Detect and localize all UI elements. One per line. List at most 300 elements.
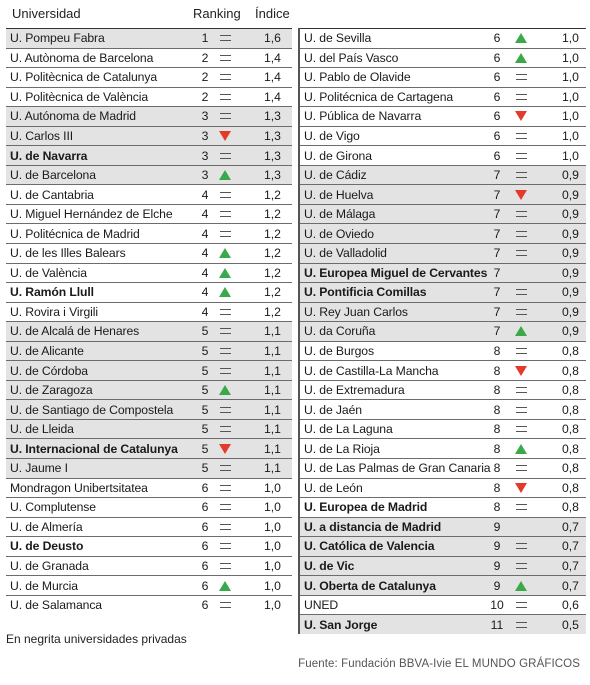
index-value: 0,7: [562, 539, 579, 554]
equal-icon: [218, 423, 232, 435]
university-name: U. de Almería: [10, 519, 83, 534]
down-arrow-icon: [514, 189, 528, 201]
equal-icon: [514, 286, 528, 298]
up-arrow-icon: [514, 32, 528, 44]
university-name: U. Pompeu Fabra: [10, 31, 105, 46]
university-name: U. Rey Juan Carlos: [304, 304, 408, 319]
up-arrow-icon: [218, 580, 232, 592]
table-row: [6, 497, 292, 517]
table-row: [300, 282, 586, 302]
ranking-value: 10: [490, 598, 504, 613]
index-value: 0,8: [562, 500, 579, 515]
ranking-value: 2: [201, 70, 209, 85]
equal-icon: [218, 189, 232, 201]
table-row: [300, 67, 586, 87]
index-value: 1,0: [264, 598, 281, 613]
university-name: U. de Girona: [304, 148, 372, 163]
table-row: [300, 419, 586, 439]
table-row: [300, 302, 586, 322]
equal-icon: [514, 462, 528, 474]
university-name: U. da Coruña: [304, 324, 376, 339]
table-row: [300, 263, 586, 283]
equal-icon: [218, 208, 232, 220]
equal-icon: [514, 540, 528, 552]
table-row: [300, 204, 586, 224]
ranking-value: 8: [493, 500, 501, 515]
table-row: [300, 165, 586, 185]
index-value: 1,0: [562, 70, 579, 85]
ranking-value: 7: [493, 324, 501, 339]
university-name: U. de Vic: [304, 559, 355, 574]
ranking-value: 5: [201, 363, 209, 378]
university-name: U. Ramón Llull: [10, 285, 94, 300]
equal-icon: [514, 501, 528, 513]
table-row: [6, 478, 292, 498]
university-name: U. Jaume I: [10, 461, 68, 476]
ranking-value: 6: [201, 519, 209, 534]
table-row: [300, 126, 586, 146]
ranking-value: 7: [493, 246, 501, 261]
table-row: [300, 360, 586, 380]
ranking-value: 4: [201, 187, 209, 202]
table-row: [300, 28, 586, 48]
table-row: [6, 28, 292, 48]
ranking-value: 5: [201, 344, 209, 359]
table-row: [6, 106, 292, 126]
table-row: [6, 243, 292, 263]
university-name: U. Católica de Valencia: [304, 539, 435, 554]
table-row: [300, 458, 586, 478]
university-name: U. Pablo de Olavide: [304, 70, 411, 85]
equal-icon: [218, 599, 232, 611]
index-value: 1,0: [264, 559, 281, 574]
ranking-value: 4: [201, 226, 209, 241]
index-value: 1,0: [562, 50, 579, 65]
ranking-value: 7: [493, 187, 501, 202]
equal-icon: [514, 247, 528, 259]
university-name: U. de Valladolid: [304, 246, 387, 261]
ranking-value: 2: [201, 50, 209, 65]
ranking-value: 5: [201, 324, 209, 339]
university-name: U. Pontificia Comillas: [304, 285, 427, 300]
index-value: 0,9: [562, 168, 579, 183]
equal-icon: [218, 110, 232, 122]
table-row: [6, 48, 292, 68]
index-value: 1,1: [264, 324, 281, 339]
index-value: 1,0: [562, 89, 579, 104]
up-arrow-icon: [514, 325, 528, 337]
university-name: U. de Granada: [10, 559, 89, 574]
table-row: [300, 438, 586, 458]
index-value: 1,1: [264, 422, 281, 437]
down-arrow-icon: [218, 443, 232, 455]
index-value: 1,0: [562, 148, 579, 163]
ranking-value: 8: [493, 422, 501, 437]
ranking-value: 3: [201, 109, 209, 124]
table-row: [300, 87, 586, 107]
table-row: [6, 302, 292, 322]
table-row: [300, 517, 586, 537]
university-name: U. de Alicante: [10, 344, 84, 359]
ranking-value: 3: [201, 129, 209, 143]
equal-icon: [514, 208, 528, 220]
ranking-value: 11: [490, 617, 504, 632]
table-row: [300, 536, 586, 556]
university-name: U. Pública de Navarra: [304, 109, 422, 124]
table-row: [300, 614, 586, 634]
ranking-value: 4: [201, 207, 209, 222]
table-row: [300, 184, 586, 204]
up-arrow-icon: [218, 169, 232, 181]
index-value: 1,2: [264, 246, 281, 261]
equal-icon: [514, 150, 528, 162]
university-name: U. Autònoma de Barcelona: [10, 50, 154, 65]
index-value: 0,8: [562, 383, 579, 398]
table-row: [6, 263, 292, 283]
table-row: [6, 360, 292, 380]
table-row: [300, 556, 586, 576]
equal-icon: [514, 384, 528, 396]
table-row: [6, 517, 292, 537]
index-value: 1,2: [264, 207, 281, 222]
table-row: [6, 165, 292, 185]
index-value: 1,0: [264, 578, 281, 593]
table-row: [6, 399, 292, 419]
ranking-value: 7: [493, 265, 501, 280]
index-value: 0,8: [562, 402, 579, 417]
index-value: 0,9: [562, 304, 579, 319]
university-name: U. de Salamanca: [10, 598, 102, 613]
table-row: [6, 321, 292, 341]
ranking-value: 6: [493, 129, 501, 143]
university-name: U. de València: [10, 265, 87, 280]
university-name: U. de Navarra: [10, 148, 88, 163]
equal-icon: [514, 228, 528, 240]
index-value: 1,0: [264, 539, 281, 554]
university-name: U. de Huelva: [304, 187, 374, 202]
table-row: [6, 87, 292, 107]
university-name: Mondragon Unibertsitatea: [10, 480, 148, 495]
table-row: [300, 380, 586, 400]
index-value: 0,6: [562, 598, 579, 613]
university-name: U. Politécnica de Madrid: [10, 226, 140, 241]
up-arrow-icon: [514, 443, 528, 455]
university-name: U. de Cantabria: [10, 187, 94, 202]
ranking-value: 7: [493, 207, 501, 222]
footnote: En negrita universidades privadas: [6, 632, 187, 646]
table-row: [6, 575, 292, 595]
ranking-value: 7: [493, 168, 501, 183]
index-value: 0,7: [562, 519, 579, 534]
university-name: U. Oberta de Catalunya: [304, 578, 436, 593]
ranking-value: 4: [201, 246, 209, 261]
ranking-value: 3: [201, 148, 209, 163]
university-name: U. Europea Miguel de Cervantes: [304, 265, 488, 280]
index-value: 1,0: [264, 500, 281, 515]
university-name: U. Politècnica de Catalunya: [10, 70, 158, 85]
source-credit: Fuente: Fundación BBVA-Ivie EL MUNDO GRÁFICOS: [298, 658, 580, 670]
equal-icon: [514, 560, 528, 572]
university-name: U. Autónoma de Madrid: [10, 109, 136, 124]
index-value: 0,7: [562, 559, 579, 574]
table-row: [6, 204, 292, 224]
down-arrow-icon: [514, 482, 528, 494]
up-arrow-icon: [218, 286, 232, 298]
index-value: 0,8: [562, 441, 579, 456]
table-row: [300, 497, 586, 517]
equal-icon: [218, 91, 232, 103]
up-arrow-icon: [514, 52, 528, 64]
university-name: U. de Córdoba: [10, 363, 88, 378]
index-value: 0,8: [562, 461, 579, 476]
university-name: U. de La Laguna: [304, 422, 393, 437]
university-name: U. de Málaga: [304, 207, 376, 222]
equal-icon: [218, 150, 232, 162]
ranking-value: 6: [493, 31, 501, 46]
university-name: U. Europea de Madrid: [304, 500, 428, 515]
table-row: [6, 556, 292, 576]
equal-icon: [514, 619, 528, 631]
university-name: U. Politécnica de Cartagena: [304, 89, 454, 104]
table-row: [6, 67, 292, 87]
ranking-value: 6: [201, 578, 209, 593]
index-value: 0,9: [562, 226, 579, 241]
index-value: 1,3: [264, 129, 281, 143]
university-name: U. a distancia de Madrid: [304, 519, 442, 534]
table-row: [6, 145, 292, 165]
ranking-value: 7: [493, 285, 501, 300]
ranking-value: 6: [201, 539, 209, 554]
equal-icon: [514, 599, 528, 611]
ranking-value: 9: [493, 578, 501, 593]
equal-icon: [514, 404, 528, 416]
university-name: U. de Barcelona: [10, 168, 96, 183]
table-row: [300, 595, 586, 615]
index-value: 1,2: [264, 187, 281, 202]
university-name: U. Internacional de Catalunya: [10, 441, 178, 456]
table-row: [6, 595, 292, 615]
table-row: [300, 321, 586, 341]
index-value: 1,4: [264, 50, 281, 65]
index-value: 0,5: [562, 617, 579, 632]
ranking-value: 9: [493, 559, 501, 574]
university-name: U. de La Rioja: [304, 441, 380, 456]
table-row: [300, 243, 586, 263]
university-name: U. de Burgos: [304, 344, 374, 359]
ranking-value: 6: [493, 109, 501, 124]
equal-icon: [514, 71, 528, 83]
index-value: 1,1: [264, 383, 281, 398]
index-value: 1,2: [264, 304, 281, 319]
university-name: U. de León: [304, 480, 363, 495]
table-row: [6, 341, 292, 361]
university-name: U. de Oviedo: [304, 226, 374, 241]
ranking-value: 5: [201, 383, 209, 398]
table-row: [300, 106, 586, 126]
ranking-value: 9: [493, 519, 501, 534]
equal-icon: [218, 71, 232, 83]
table-row: [300, 399, 586, 419]
table-row: [300, 575, 586, 595]
table-row: [300, 145, 586, 165]
index-value: 1,4: [264, 70, 281, 85]
equal-icon: [514, 306, 528, 318]
ranking-value: 6: [493, 50, 501, 65]
university-name: UNED: [304, 598, 339, 613]
table-row: [6, 536, 292, 556]
equal-icon: [218, 345, 232, 357]
index-value: 1,1: [264, 363, 281, 378]
table-row: [6, 223, 292, 243]
ranking-value: 6: [493, 89, 501, 104]
index-value: 0,9: [562, 324, 579, 339]
index-value: 1,0: [562, 109, 579, 124]
ranking-value: 5: [201, 441, 209, 456]
equal-icon: [218, 501, 232, 513]
ranking-value: 7: [493, 304, 501, 319]
university-name: U. de Lleida: [10, 422, 74, 437]
university-name: U. San Jorge: [304, 617, 378, 632]
university-name: U. Rovira i Virgili: [10, 304, 98, 319]
index-value: 1,3: [264, 168, 281, 183]
university-name: U. de Las Palmas de Gran Canaria: [304, 461, 491, 476]
index-value: 1,2: [264, 265, 281, 280]
equal-icon: [514, 91, 528, 103]
ranking-value: 5: [201, 402, 209, 417]
index-value: 0,8: [562, 480, 579, 495]
ranking-value: 8: [493, 363, 501, 378]
ranking-value: 8: [493, 441, 501, 456]
university-name: U. Miguel Hernández de Elche: [10, 207, 173, 222]
equal-icon: [218, 560, 232, 572]
header-ranking: Ranking: [193, 6, 241, 21]
index-value: 1,2: [264, 285, 281, 300]
index-value: 1,1: [264, 441, 281, 456]
university-name: U. de Murcia: [10, 578, 78, 593]
index-value: 1,0: [264, 519, 281, 534]
index-value: 0,9: [562, 207, 579, 222]
index-value: 1,1: [264, 344, 281, 359]
ranking-value: 6: [201, 559, 209, 574]
up-arrow-icon: [218, 267, 232, 279]
table-row: [300, 223, 586, 243]
ranking-value: 8: [493, 480, 501, 495]
equal-icon: [218, 521, 232, 533]
index-value: 1,0: [562, 31, 579, 46]
no-trend-icon: [514, 267, 528, 279]
ranking-value: 6: [201, 480, 209, 495]
equal-icon: [218, 540, 232, 552]
equal-icon: [218, 482, 232, 494]
ranking-value: 5: [201, 461, 209, 476]
index-value: 1,1: [264, 402, 281, 417]
university-name: U. de Santiago de Compostela: [10, 402, 174, 417]
index-value: 0,8: [562, 363, 579, 378]
table-row: [6, 438, 292, 458]
university-name: U. de Castilla-La Mancha: [304, 363, 439, 378]
ranking-value: 4: [201, 285, 209, 300]
index-value: 1,3: [264, 148, 281, 163]
university-name: U. de les Illes Balears: [10, 246, 126, 261]
header-universidad: Universidad: [12, 6, 81, 21]
equal-icon: [218, 32, 232, 44]
equal-icon: [218, 306, 232, 318]
table-row: [6, 380, 292, 400]
index-value: 1,0: [562, 129, 579, 143]
index-value: 1,2: [264, 226, 281, 241]
university-name: U. de Extremadura: [304, 383, 405, 398]
up-arrow-icon: [514, 580, 528, 592]
index-value: 1,4: [264, 89, 281, 104]
down-arrow-icon: [514, 110, 528, 122]
university-name: U. de Sevilla: [304, 31, 372, 46]
ranking-value: 8: [493, 461, 501, 476]
equal-icon: [218, 404, 232, 416]
equal-icon: [218, 52, 232, 64]
index-value: 1,3: [264, 109, 281, 124]
table-row: [300, 48, 586, 68]
university-name: U. de Zaragoza: [10, 383, 93, 398]
equal-icon: [218, 462, 232, 474]
up-arrow-icon: [218, 384, 232, 396]
university-name: U. de Cádiz: [304, 168, 367, 183]
equal-icon: [514, 130, 528, 142]
index-value: 1,0: [264, 480, 281, 495]
ranking-value: 6: [201, 500, 209, 515]
table-row: [6, 126, 292, 146]
university-name: U. Politècnica de València: [10, 89, 149, 104]
university-name: U. Complutense: [10, 500, 96, 515]
down-arrow-icon: [218, 130, 232, 142]
index-value: 0,9: [562, 265, 579, 280]
university-name: U. de Alcalá de Henares: [10, 324, 140, 339]
ranking-value: 3: [201, 168, 209, 183]
index-value: 0,8: [562, 344, 579, 359]
equal-icon: [514, 423, 528, 435]
equal-icon: [218, 365, 232, 377]
equal-icon: [514, 345, 528, 357]
ranking-value: 8: [493, 402, 501, 417]
index-value: 1,6: [264, 31, 281, 46]
university-name: U. de Jaén: [304, 402, 362, 417]
ranking-value: 1: [201, 31, 209, 46]
equal-icon: [514, 169, 528, 181]
table-row: [300, 341, 586, 361]
ranking-value: 7: [493, 226, 501, 241]
left-column: [6, 28, 292, 614]
university-name: U. de Vigo: [304, 129, 360, 143]
index-value: 0,7: [562, 578, 579, 593]
index-value: 0,9: [562, 187, 579, 202]
university-name: U. Carlos III: [10, 129, 74, 143]
ranking-value: 8: [493, 344, 501, 359]
up-arrow-icon: [218, 247, 232, 259]
table-row: [6, 184, 292, 204]
ranking-value: 4: [201, 304, 209, 319]
equal-icon: [218, 325, 232, 337]
table-row: [6, 419, 292, 439]
index-value: 0,9: [562, 246, 579, 261]
ranking-value: 6: [201, 598, 209, 613]
university-name: U. del País Vasco: [304, 50, 399, 65]
university-name: U. de Deusto: [10, 539, 84, 554]
index-value: 1,1: [264, 461, 281, 476]
down-arrow-icon: [514, 365, 528, 377]
table-row: [300, 478, 586, 498]
ranking-value: 9: [493, 539, 501, 554]
ranking-value: 6: [493, 70, 501, 85]
header-indice: Índice: [255, 6, 290, 21]
